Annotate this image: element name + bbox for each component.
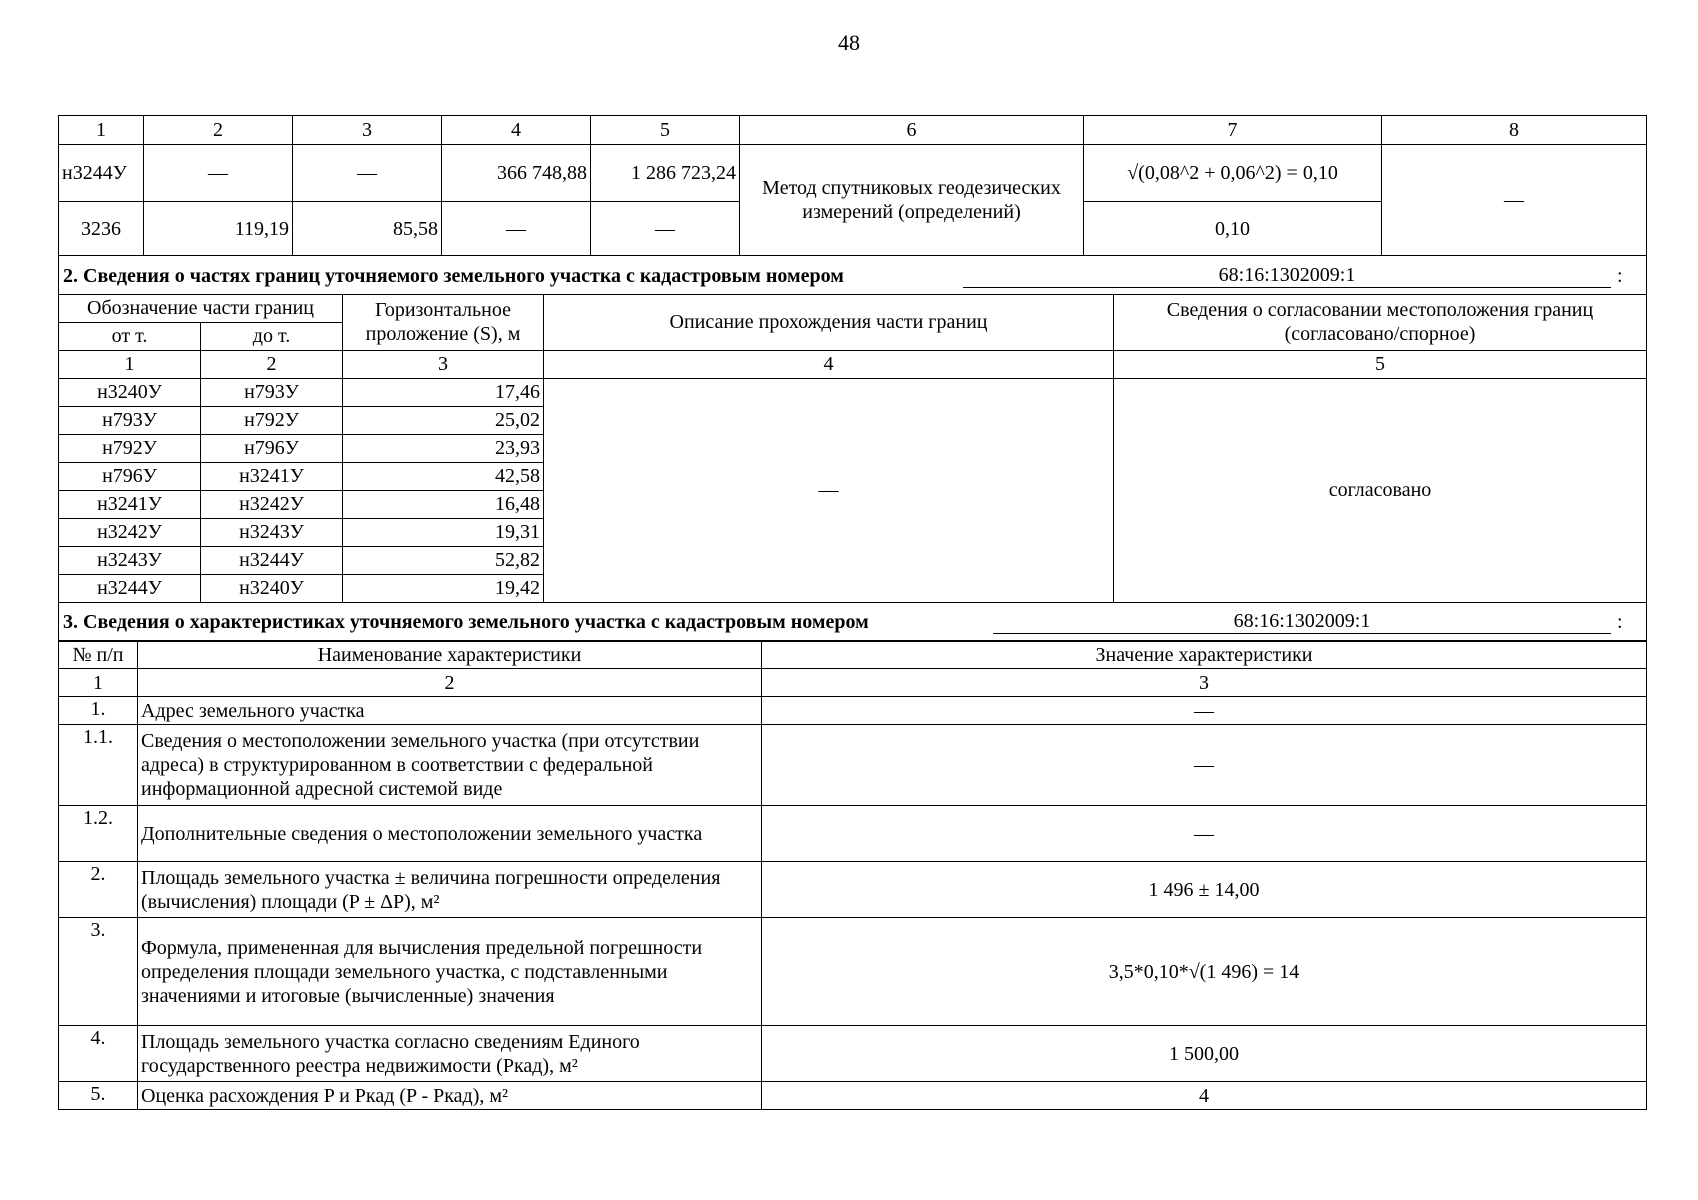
table-row — [59, 1082, 1647, 1110]
characteristic-name: Площадь земельного участка ± величина погрешности определения (вычисления) площади (P ± ΔP), м² — [138, 862, 762, 918]
agreement-header: Сведения о согласовании местоположения границ (согласовано/спорное) — [1114, 294, 1647, 350]
characteristic-name: Сведения о местоположении земельного участка (при отсутствии адреса) в структурированном в соответствии с федеральной информационной адресной системой виде — [138, 725, 762, 806]
characteristic-value: — — [762, 725, 1647, 806]
col-number: 1 — [59, 669, 138, 697]
section-row — [59, 256, 1647, 295]
from-point: н792У — [59, 434, 201, 462]
number-row — [59, 350, 1647, 378]
from-point: н3244У — [59, 574, 201, 602]
point-name: 3236 — [59, 202, 144, 256]
characteristic-name: Формула, примененная для вычисления предельной погрешности определения площади земельного участка, с подставленными значениями и итоговые (вычисленные) значения — [138, 918, 762, 1026]
horizontal-header: Горизонтальное проложение (S), м — [343, 294, 544, 350]
from-point: н796У — [59, 462, 201, 490]
description-value: — — [544, 378, 1114, 602]
colon: : — [1617, 264, 1623, 287]
table-row — [59, 725, 1647, 806]
from-point: н3242У — [59, 518, 201, 546]
horizontal-distance: 19,42 — [343, 574, 544, 602]
row-number: 2. — [59, 862, 138, 918]
cell-value: 119,19 — [144, 202, 293, 256]
cell-value: √(0,08^2 + 0,06^2) = 0,10 — [1084, 145, 1382, 202]
cell-value: — — [1382, 145, 1647, 256]
row-number: 1.1. — [59, 725, 138, 806]
to-point: н3244У — [201, 546, 343, 574]
cell-value: — — [591, 202, 740, 256]
point-name: н3244У — [59, 145, 144, 202]
row-number: 5. — [59, 1082, 138, 1110]
row-number: 3. — [59, 918, 138, 1026]
characteristic-value: — — [762, 697, 1647, 725]
col-number: 2 — [144, 116, 293, 145]
section-row — [59, 602, 1647, 641]
horizontal-distance: 17,46 — [343, 378, 544, 406]
to-point: н3242У — [201, 490, 343, 518]
characteristic-name: Адрес земельного участка — [138, 697, 762, 725]
cadastral-number: 68:16:1302009:1 — [993, 609, 1611, 634]
section-title: 3. Сведения о характеристиках уточняемого земельного участка с кадастровым номером — [63, 611, 869, 633]
cell-value: — — [144, 145, 293, 202]
horizontal-distance: 25,02 — [343, 406, 544, 434]
col-number: 3 — [293, 116, 442, 145]
characteristic-value: 1 496 ± 14,00 — [762, 862, 1647, 918]
horizontal-distance: 16,48 — [343, 490, 544, 518]
header-row — [59, 641, 1647, 669]
table-row — [59, 1026, 1647, 1082]
table-row — [59, 697, 1647, 725]
document-sheet — [58, 115, 1646, 1110]
table-row — [59, 378, 1647, 406]
header-row — [59, 294, 1647, 322]
characteristic-value: 3,5*0,10*√(1 496) = 14 — [762, 918, 1647, 1026]
col-number: 2 — [201, 350, 343, 378]
description-header: Описание прохождения части границ — [544, 294, 1114, 350]
table-row — [59, 145, 1647, 202]
to-point: н792У — [201, 406, 343, 434]
horizontal-distance: 42,58 — [343, 462, 544, 490]
col-number: 3 — [343, 350, 544, 378]
num-header: № п/п — [59, 641, 138, 669]
page-number: 48 — [838, 30, 860, 55]
col-number: 5 — [591, 116, 740, 145]
to-point: н3241У — [201, 462, 343, 490]
boundary-parts-table — [58, 294, 1647, 642]
from-point: н3243У — [59, 546, 201, 574]
col-number: 4 — [442, 116, 591, 145]
cell-value: — — [442, 202, 591, 256]
from-point: н793У — [59, 406, 201, 434]
col-number: 6 — [740, 116, 1084, 145]
to-header: до т. — [201, 322, 343, 350]
number-row — [59, 669, 1647, 697]
cadastral-number: 68:16:1302009:1 — [963, 263, 1611, 288]
colon: : — [1617, 611, 1623, 633]
row-number: 4. — [59, 1026, 138, 1082]
characteristic-name: Площадь земельного участка согласно сведениям Единого государственного реестра недвижимости (Ркад), м² — [138, 1026, 762, 1082]
col-number: 4 — [544, 350, 1114, 378]
coordinates-table — [58, 115, 1647, 295]
characteristic-value: 1 500,00 — [762, 1026, 1647, 1082]
col-number: 1 — [59, 350, 201, 378]
value-header: Значение характеристики — [762, 641, 1647, 669]
to-point: н793У — [201, 378, 343, 406]
col-number: 8 — [1382, 116, 1647, 145]
col-number: 1 — [59, 116, 144, 145]
from-point: н3241У — [59, 490, 201, 518]
method-cell: Метод спутниковых геодезических измерений (определений) — [740, 145, 1084, 256]
col-number: 7 — [1084, 116, 1382, 145]
section-title: 2. Сведения о частях границ уточняемого земельного участка с кадастровым номером — [63, 264, 844, 287]
characteristic-name: Оценка расхождения P и Ркад (P - Ркад), м² — [138, 1082, 762, 1110]
row-number: 1. — [59, 697, 138, 725]
cell-value: 85,58 — [293, 202, 442, 256]
col-number: 3 — [762, 669, 1647, 697]
table-row — [59, 862, 1647, 918]
cell-value: — — [293, 145, 442, 202]
characteristic-value: — — [762, 806, 1647, 862]
name-header: Наименование характеристики — [138, 641, 762, 669]
table-row — [59, 918, 1647, 1026]
cell-value: 366 748,88 — [442, 145, 591, 202]
col-number: 2 — [138, 669, 762, 697]
to-point: н3240У — [201, 574, 343, 602]
to-point: н3243У — [201, 518, 343, 546]
col-number: 5 — [1114, 350, 1647, 378]
part-header: Обозначение части границ — [59, 294, 343, 322]
agreement-value: согласовано — [1114, 378, 1647, 602]
coordinates-header-row — [59, 116, 1647, 145]
horizontal-distance: 19,31 — [343, 518, 544, 546]
characteristic-value: 4 — [762, 1082, 1647, 1110]
table-row — [59, 806, 1647, 862]
from-point: н3240У — [59, 378, 201, 406]
row-number: 1.2. — [59, 806, 138, 862]
cell-value: 0,10 — [1084, 202, 1382, 256]
horizontal-distance: 52,82 — [343, 546, 544, 574]
to-point: н796У — [201, 434, 343, 462]
characteristics-table — [58, 640, 1647, 1110]
horizontal-distance: 23,93 — [343, 434, 544, 462]
characteristic-name: Дополнительные сведения о местоположении земельного участка — [138, 806, 762, 862]
cell-value: 1 286 723,24 — [591, 145, 740, 202]
from-header: от т. — [59, 322, 201, 350]
